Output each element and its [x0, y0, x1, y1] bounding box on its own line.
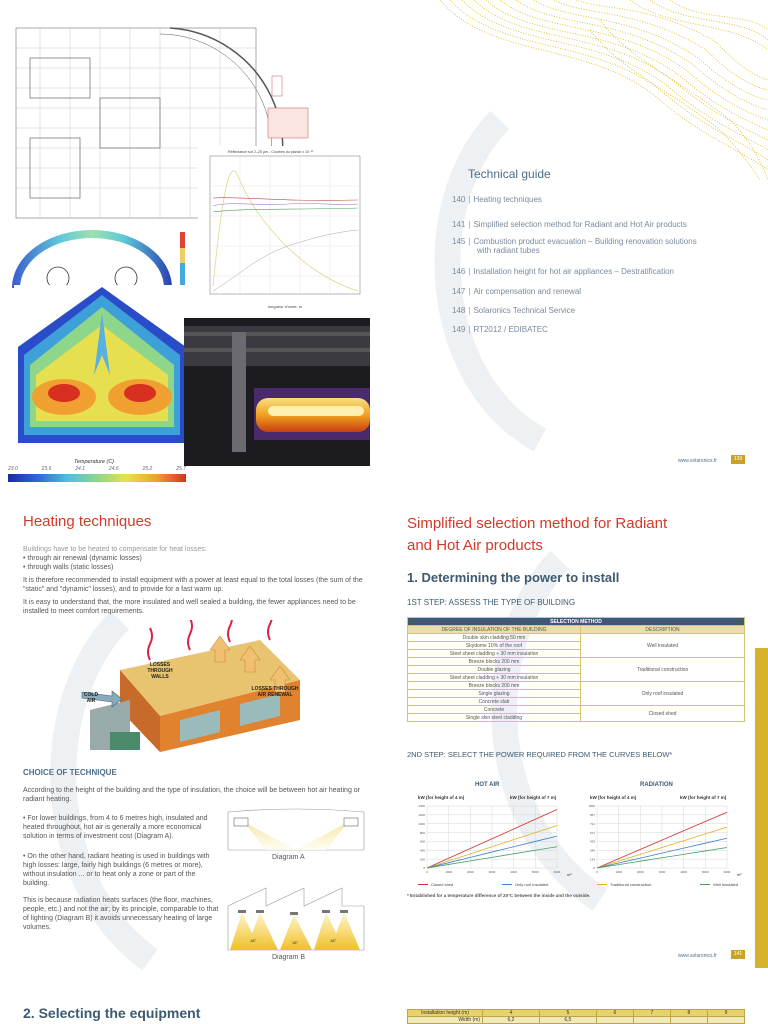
bullet-radiant: • On the other hand, radiant heating is used in buildings with high losses: large, fairly high buildings (6 metres or more), without insulation ... or to heat only a zone or part of the building.: [23, 853, 210, 887]
building-thermal-map: [14, 285, 190, 465]
diagram-a-caption: Diagram A: [272, 854, 305, 861]
y-tick-label: 143: [589, 857, 595, 862]
temperature-scale: [8, 466, 186, 488]
table-cell: Width (m): [408, 1017, 483, 1024]
toc-item-149[interactable]: 149 | RT2012 / EDIBATEC: [452, 325, 548, 334]
desc-well-insulated: Well insulated: [581, 634, 745, 658]
y-tick-label: 571: [589, 830, 595, 835]
table-cell: 8: [670, 1010, 707, 1017]
power-heading: 1. Determining the power to install: [407, 570, 620, 585]
x-tick-label: 3000: [488, 870, 496, 874]
footer-url-141[interactable]: www.solaronics.fr: [678, 953, 717, 959]
table-row: Breeze blocks 200 mm: [408, 658, 581, 666]
legend-closed-shed-label: Closed shed: [431, 882, 454, 887]
table-cell: 7: [633, 1010, 670, 1017]
label-losses-renewal: LOSSES THROUGH AIR RENEWAL: [251, 686, 299, 698]
y-tick-label: 1200: [418, 813, 425, 818]
hot-air-unit: m²: [567, 872, 572, 877]
footer-url-139[interactable]: www.solaronics.fr: [678, 458, 717, 464]
y-tick-label: 0: [593, 866, 595, 871]
x-tick-label: 6000: [723, 870, 731, 874]
y-tick-label: 857: [589, 813, 595, 818]
gold-side-tab: [755, 648, 768, 968]
toc-item-146[interactable]: 146 | Installation height for hot air appliances – Destratification: [452, 267, 674, 276]
table-col-description: DESCRIPTION: [581, 626, 745, 634]
heating-intro-text: Buildings have to be heated to compensate for heat losses:: [23, 546, 207, 553]
temp-tick-1: 23.6: [41, 466, 52, 472]
hot-air-chart: [407, 802, 575, 878]
y-tick-label: 1400: [418, 804, 425, 809]
diagram-b-temp-3: 18°: [330, 938, 337, 943]
x-tick-label: 5000: [701, 870, 709, 874]
radiation-chart: [577, 802, 745, 878]
legend-only-roof-label: Only roof insulated: [515, 882, 549, 887]
radiation-kw7: kW (for height of 7 m): [680, 795, 727, 800]
diagram-b-temp-2: 18°: [292, 940, 299, 945]
table-row: Steel sheet cladding + 30 mm insulation: [408, 674, 581, 682]
diagram-a-illustration: [226, 806, 366, 852]
table-cell: [633, 1017, 670, 1024]
arch-thermal-map: [8, 228, 188, 293]
page-number-139: 139: [731, 455, 745, 464]
y-tick-label: 1000: [418, 821, 425, 826]
installation-height-table: [407, 1009, 745, 1024]
selection-title-line1: Simplified selection method for Radiant: [407, 515, 668, 532]
toc-num-141: 141: [452, 220, 466, 229]
y-tick-label: 600: [419, 839, 425, 844]
x-tick-label: 3000: [658, 870, 666, 874]
table-row: Double skin cladding 50 mm: [408, 634, 581, 642]
table-cell: Installation height (m): [408, 1010, 483, 1017]
selecting-equipment-heading: 2. Selecting the equipment: [23, 1005, 201, 1021]
x-tick-label: 4000: [680, 870, 688, 874]
table-row: Single skin steel cladding: [408, 714, 581, 722]
table-col-insulation: DEGREE OF INSULATION OF THE BUILDING: [408, 626, 581, 634]
bullet-hot-air: • For lower buildings, from 4 to 6 metres high, insulated and heated throughout, hot air is generally a more economical solution in terms of investment cost (Diagram A).: [23, 815, 208, 840]
heating-title: Heating techniques: [23, 513, 152, 530]
selection-title: [407, 513, 667, 557]
x-tick-label: 1000: [615, 870, 623, 874]
table-row: Single glazing: [408, 690, 581, 698]
desc-traditional: Traditional construction: [581, 658, 745, 682]
x-tick-label: 1000: [445, 870, 453, 874]
heating-intro: [23, 545, 373, 572]
toc-label-145: Combustion product evacuation – Building renovation solutions: [473, 237, 697, 246]
y-tick-label: 400: [419, 848, 425, 853]
toc-title: Technical guide: [468, 167, 551, 181]
radiation-plot: [588, 804, 730, 874]
chart-legend: [418, 882, 738, 887]
page-number-141: 141: [731, 950, 745, 959]
toc-item-140[interactable]: 140 | Heating techniques: [452, 195, 542, 204]
toc-num-147: 147: [452, 287, 466, 296]
y-tick-label: 429: [589, 839, 595, 844]
diagram-b-illustration: [226, 886, 366, 952]
x-tick-label: 5000: [531, 870, 539, 874]
table-cell: [707, 1017, 744, 1024]
hot-air-kw7: kW (for height of 7 m): [510, 795, 557, 800]
heating-bullet-1: • through air renewal (dynamic losses): [23, 555, 142, 562]
temp-tick-2: 24.1: [75, 466, 86, 472]
temp-tick-0: 23.0: [8, 466, 18, 472]
desc-closed-shed: Closed shed: [581, 706, 745, 722]
x-tick-label: 4000: [510, 870, 518, 874]
x-tick-label: 0: [426, 870, 428, 874]
desc-only-roof: Only roof insulated: [581, 682, 745, 706]
footnote: * Established for a temperature difference of 20°C between the inside and the outside.: [407, 893, 591, 898]
legend-closed-shed: [418, 882, 453, 887]
gold-swirl-decoration: [430, 0, 768, 180]
legend-traditional: [597, 882, 651, 887]
toc-label-140: Heating techniques: [473, 195, 542, 204]
table-row: Double glazing: [408, 666, 581, 674]
table-cell: [596, 1017, 633, 1024]
temp-tick-3: 24.6: [108, 466, 119, 472]
table-cell: 9: [707, 1010, 744, 1017]
y-tick-label: 200: [419, 857, 425, 862]
temp-tick-4: 25.2: [142, 466, 153, 472]
radiation-unit: m²: [737, 872, 742, 877]
toc-num-148: 148: [452, 306, 466, 315]
diagram-b-temp-1: 18°: [250, 938, 257, 943]
x-tick-label: 2000: [636, 870, 644, 874]
table-cell: [670, 1017, 707, 1024]
table-cell: 5: [539, 1010, 596, 1017]
label-cold-air: COLD AIR: [83, 692, 99, 704]
step1-heading: 1ST STEP: ASSESS THE TYPE OF BUILDING: [407, 598, 576, 607]
y-tick-label: 286: [589, 848, 595, 853]
table-cell: 6,5: [539, 1017, 596, 1024]
label-losses-walls: LOSSES THROUGH WALLS: [147, 662, 173, 680]
choice-title: CHOICE OF TECHNIQUE: [23, 768, 117, 777]
legend-only-roof: [502, 882, 548, 887]
radiation-kw4: kW (for height of 4 m): [590, 795, 637, 800]
step2-heading: 2ND STEP: SELECT THE POWER REQUIRED FROM THE CURVES BELOW*: [407, 750, 673, 759]
heating-p2: It is easy to understand that, the more insulated and well sealed a building, the fewer appliances need to be installed to meet comfort requirements.: [23, 599, 356, 615]
hot-air-title: HOT AIR: [475, 782, 500, 788]
reflectance-chart: [198, 146, 370, 312]
toc-num-140: 140: [452, 195, 466, 204]
reflectance-xlabel: longueur d'onde, m: [268, 304, 303, 309]
heating-bullet-2: • through walls (static losses): [23, 564, 114, 571]
toc-num-149: 149: [452, 325, 466, 334]
y-tick-label: 0: [423, 866, 425, 871]
toc-label-146: Installation height for hot air appliances – Destratification: [473, 267, 674, 276]
legend-well-insulated-label: Well insulated: [713, 882, 738, 887]
toc-item-141[interactable]: 141 | Simplified selection method for Radiant and Hot Air products: [452, 220, 687, 229]
x-tick-label: 0: [596, 870, 598, 874]
infrared-photo: [184, 318, 370, 466]
radiation-paragraph: This is because radiation heats surfaces (the floor, machines, people, etc.) and not the air; by its principle, comparable to that of lighting (Diagram B) it avoids unnecessary heating of large volumes.: [23, 897, 219, 931]
toc-label-148: Solaronics Technical Service: [473, 306, 576, 315]
table-cell: 6,2: [483, 1017, 540, 1024]
legend-well-insulated: [700, 882, 738, 887]
selection-method-table: [407, 617, 745, 722]
y-tick-label: 800: [419, 830, 425, 835]
radiation-title: RADIATION: [640, 782, 673, 788]
table-row: Skydome 10% of the roof: [408, 642, 581, 650]
toc-label-145-cont: with radiant tubes: [477, 246, 540, 255]
toc-label-141: Simplified selection method for Radiant and Hot Air products: [473, 220, 687, 229]
toc-num-146: 146: [452, 267, 466, 276]
choice-paragraph: According to the height of the building and the type of insulation, the choice will be between hot air heating or radiant heating.: [23, 787, 361, 803]
toc-item-148[interactable]: 148 | Solaronics Technical Service: [452, 306, 576, 315]
table-row: Steel sheet cladding + 30 mm insulation: [408, 650, 581, 658]
hot-air-plot: [418, 804, 560, 874]
x-tick-label: 6000: [553, 870, 561, 874]
temperature-label: Temperature (C): [74, 459, 115, 465]
legend-traditional-label: Traditional construction: [610, 882, 652, 887]
table-row: Breeze blocks 200 mm: [408, 682, 581, 690]
toc-label-149: RT2012 / EDIBATEC: [473, 325, 548, 334]
x-tick-label: 2000: [466, 870, 474, 874]
toc-num-145: 145: [452, 237, 466, 246]
diagram-b-caption: Diagram B: [272, 954, 306, 961]
toc-label-147: Air compensation and renewal: [473, 287, 582, 296]
y-tick-label: 1000: [588, 804, 595, 809]
table-title: SELECTION METHOD: [408, 618, 745, 626]
reflectance-title: Réflectance sur 2–20 µm - Courbes du planck x 10⁻¹¹: [228, 150, 314, 154]
temp-tick-5: 25.7: [176, 466, 186, 472]
heating-p1: It is therefore recommended to install equipment with a power at least equal to the total losses (the sum of the "static" and "dynamic" losses), and to provide for a fast warm up.: [23, 577, 363, 593]
toc-item-145[interactable]: 145 | Combustion product evacuation – Building renovation solutions with radiant tubes: [452, 237, 697, 255]
table-cell: 4: [483, 1010, 540, 1017]
table-row: Concrete slab: [408, 698, 581, 706]
selection-title-line2: and Hot Air products: [407, 537, 543, 554]
table-row: Concrete: [408, 706, 581, 714]
table-cell: 6: [596, 1010, 633, 1017]
hot-air-kw4: kW (for height of 4 m): [418, 795, 465, 800]
y-tick-label: 714: [589, 821, 595, 826]
toc-item-147[interactable]: 147 | Air compensation and renewal: [452, 287, 582, 296]
